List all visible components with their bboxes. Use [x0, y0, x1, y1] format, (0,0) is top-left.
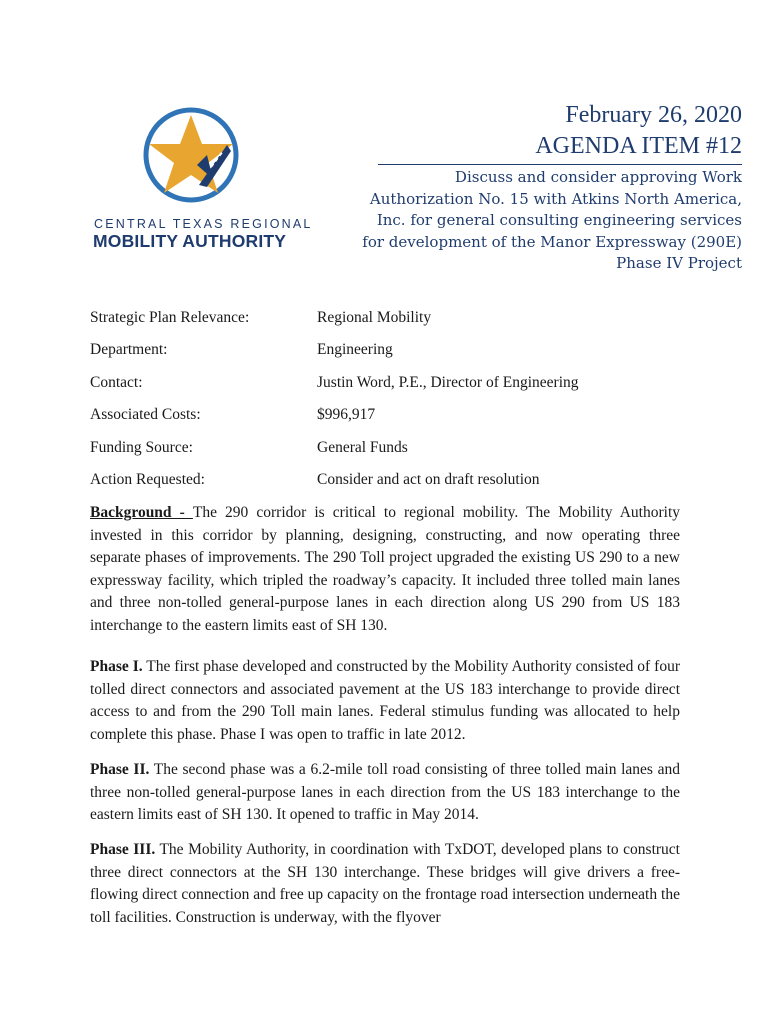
meta-row-strategic-plan: [90, 309, 690, 341]
meta-value: $996,917: [317, 406, 376, 424]
agenda-metadata: [90, 309, 690, 503]
logo-text-line1: CENTRAL TEXAS REGIONAL: [94, 217, 313, 231]
phase3-paragraph: [90, 839, 680, 929]
background-text: The 290 corridor is critical to regional mobility. The Mobility Authority invested in this corridor by planning, designing, constructing, and now operating three separate phases of improvements. The 290 Toll project upgraded the existing US 290 to a new expressway facility, which tripled the roadway’s capacity. It included three tolled main lanes and three non-tolled general-purpose lanes in each direction along US 290 from US 183 interchange to the eastern limits east of SH 130.: [90, 504, 680, 634]
meta-label: Strategic Plan Relevance:: [90, 309, 250, 326]
logo-text-line2: MOBILITY AUTHORITY: [93, 231, 287, 251]
meeting-date: February 26, 2020: [565, 102, 742, 128]
meta-label: Action Requested:: [90, 470, 205, 488]
phase1-paragraph: [90, 656, 680, 746]
meta-value: Regional Mobility: [317, 309, 432, 326]
phase2-text: The second phase was a 6.2-mile toll road consisting of three tolled main lanes and three non-tolled general-purpose lanes in each direction from the US 183 interchange to the eastern limits east of SH 130. It opened to traffic in May 2014.: [90, 761, 680, 824]
meta-row-associated-costs: [90, 406, 690, 438]
meta-row-action-requested: [90, 471, 690, 503]
background-paragraph: [90, 502, 680, 638]
meta-label: Department:: [90, 341, 168, 359]
agenda-subject: Discuss and consider approving Work Authorization No. 15 with Atkins North America, Inc. for general consulting engineering services for development of the Manor Expressway (290E) Phase IV Project: [362, 168, 742, 272]
meta-label: Associated Costs:: [90, 406, 201, 424]
phase3-heading: Phase III.: [90, 841, 156, 858]
meta-row-contact: [90, 374, 690, 406]
meta-row-funding-source: [90, 439, 690, 471]
mobility-authority-logo: [90, 105, 313, 255]
phase1-heading: Phase I.: [90, 658, 143, 675]
phase3-text: The Mobility Authority, in coordination with TxDOT, developed plans to construct three direct connectors at the SH 130 interchange. These bridges will give drivers a free-flowing direct connection and free up capacity on the frontage road intersection underneath the toll facilities. Construction is underway, with the flyover: [90, 841, 680, 926]
meta-value: General Funds: [317, 438, 408, 456]
meta-label: Contact:: [90, 373, 143, 391]
background-heading: Background -: [90, 504, 193, 521]
star-road-emblem-icon: [141, 105, 241, 205]
meta-row-department: [90, 341, 690, 373]
meta-value: Justin Word, P.E., Director of Engineering: [317, 373, 579, 391]
header-divider: [378, 164, 742, 165]
phase1-text: The first phase developed and constructed by the Mobility Authority consisted of four tolled direct connectors and associated pavement at the US 183 interchange to provide direct access to and from the 290 Toll main lanes. Federal stimulus funding was allocated to help complete this phase. Phase I was open to traffic in late 2012.: [90, 658, 680, 743]
meta-value: Engineering: [317, 341, 393, 359]
meta-label: Funding Source:: [90, 438, 193, 456]
phase2-paragraph: [90, 759, 680, 827]
phase2-heading: Phase II.: [90, 761, 150, 778]
meta-value: Consider and act on draft resolution: [317, 470, 540, 488]
agenda-item-title: AGENDA ITEM #12: [535, 133, 742, 159]
